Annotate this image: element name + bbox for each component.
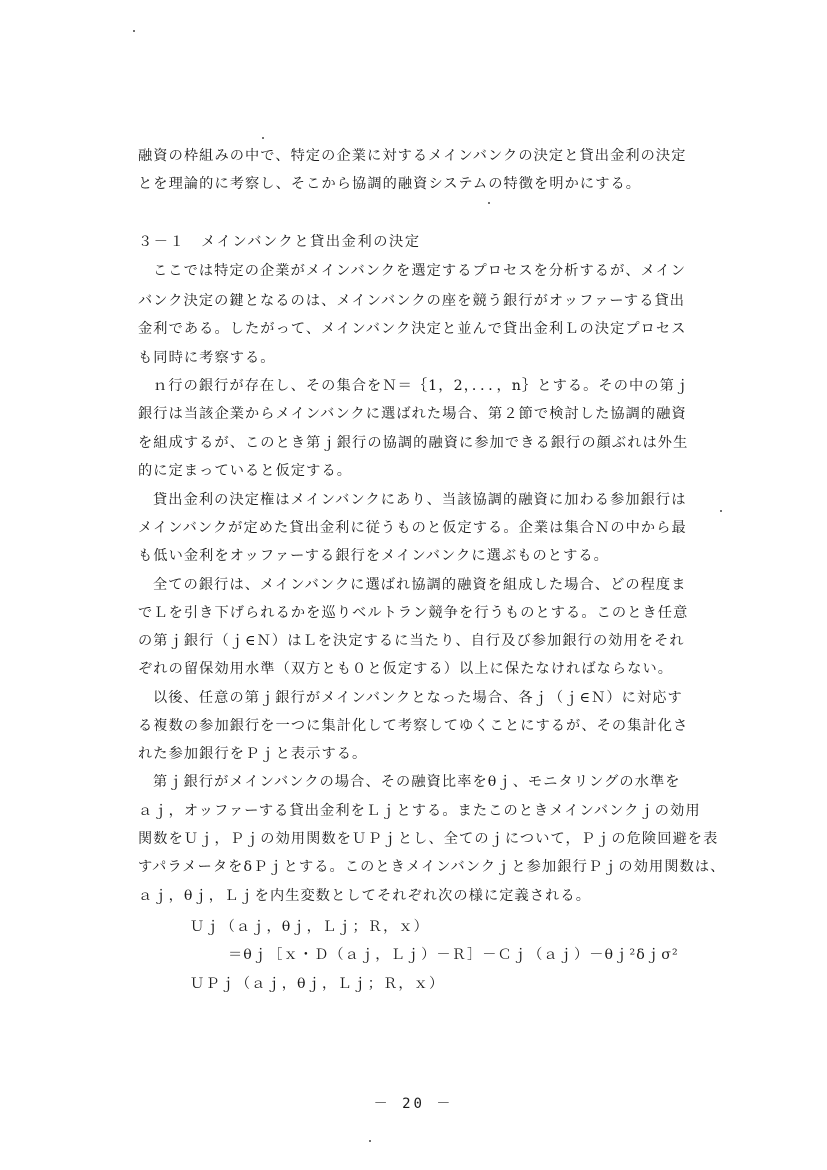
page-number: － 20 － xyxy=(373,1096,454,1112)
body-line: でＬを引き下げられるかを巡りベルトラン競争を行うものとする。このとき任意 xyxy=(138,605,689,621)
body-line: ぞれの留保効用水準（双方とも０と仮定する）以上に保たなければならない。 xyxy=(138,661,674,677)
scan-speck xyxy=(488,202,490,204)
equation-lhs-participant: ＵＰｊ（ａｊ，θｊ，Ｌｊ；Ｒ，ｘ） xyxy=(190,976,445,992)
body-line: バンク決定の鍵となるのは、メインバンクの座を競う銀行がオッファーする貸出 xyxy=(138,293,686,309)
body-line: ｎ行の銀行が存在し、その集合をＮ＝｛1，2，．．．，n｝とする。その中の第ｊ xyxy=(153,378,691,394)
scan-speck xyxy=(369,1140,371,1142)
body-line: 関数をＵｊ，Ｐｊの効用関数をＵＰｊとし、全てのｊについて，Ｐｊの危険回避を表 xyxy=(138,831,719,847)
equation-lhs: Ｕｊ（ａｊ，θｊ，Ｌｊ；Ｒ，ｘ） xyxy=(190,919,429,935)
scan-speck xyxy=(720,510,722,512)
body-line: メインバンクが定めた貸出金利に従うものと仮定する。企業は集合Ｎの中から最 xyxy=(138,520,687,536)
scan-speck xyxy=(262,137,264,139)
body-line: ａｊ，θｊ，Ｌｊを内生変数としてそれぞれ次の様に定義される。 xyxy=(138,888,591,904)
body-line: も同時に考察する。 xyxy=(138,350,276,366)
body-line: る複数の参加銀行を一つに集計化して考察してゆくことにするが、その集計化さ xyxy=(138,718,689,734)
section-heading: ３－１ メインバンクと貸出金利の決定 xyxy=(138,234,421,250)
body-line: すパラメータをδＰｊとする。このときメインバンクｊと参加銀行Ｐｊの効用関数は、 xyxy=(138,859,726,875)
body-line: 以後、任意の第ｊ銀行がメインバンクとなった場合、各ｊ（ｊ∈Ｎ）に対応す xyxy=(153,690,683,706)
body-line: の第ｊ銀行（ｊ∈Ｎ）はＬを決定するに当たり、自行及び参加銀行の効用をそれ xyxy=(138,633,685,649)
body-line: 金利である。したがって、メインバンク決定と並んで貸出金利Ｌの決定プロセス xyxy=(138,321,687,337)
body-line: 的に定まっていると仮定する。 xyxy=(138,463,353,479)
body-line: 貸出金利の決定権はメインバンクにあり、当該協調的融資に加わる参加銀行は xyxy=(153,492,687,508)
body-line: も低い金利をオッファーする銀行をメインバンクに選ぶものとする。 xyxy=(138,548,609,564)
equation-rhs: ＝θｊ［ｘ・Ｄ（ａｊ，Ｌｊ）－Ｒ］－Ｃｊ（ａｊ）－θｊ²δｊσ² xyxy=(228,947,679,963)
intro-line-1: 融資の枠組みの中で、特定の企業に対するメインバンクの決定と貸出金利の決定 xyxy=(138,148,687,164)
body-line: を組成するが、このとき第ｊ銀行の協調的融資に参加できる銀行の顔ぶれは外生 xyxy=(138,435,689,451)
body-line: 銀行は当該企業からメインバンクに選ばれた場合、第２節で検討した協調的融資 xyxy=(138,406,687,422)
body-line: ここでは特定の企業がメインバンクを選定するプロセスを分析するが、メイン xyxy=(153,263,687,279)
intro-line-2: とを理論的に考察し、そこから協調的融資システムの特徴を明かにする。 xyxy=(138,176,642,192)
body-line: れた参加銀行をＰｊと表示する。 xyxy=(138,746,368,762)
scan-speck xyxy=(133,30,135,32)
body-line: 全ての銀行は、メインバンクに選ばれ協調的融資を組成した場合、どの程度ま xyxy=(153,577,687,593)
body-line: ａｊ，オッファーする貸出金利をＬｊとする。またこのときメインバンクｊの効用 xyxy=(138,803,701,819)
body-line: 第ｊ銀行がメインバンクの場合、その融資比率をθｊ、モニタリングの水準を xyxy=(153,774,681,790)
